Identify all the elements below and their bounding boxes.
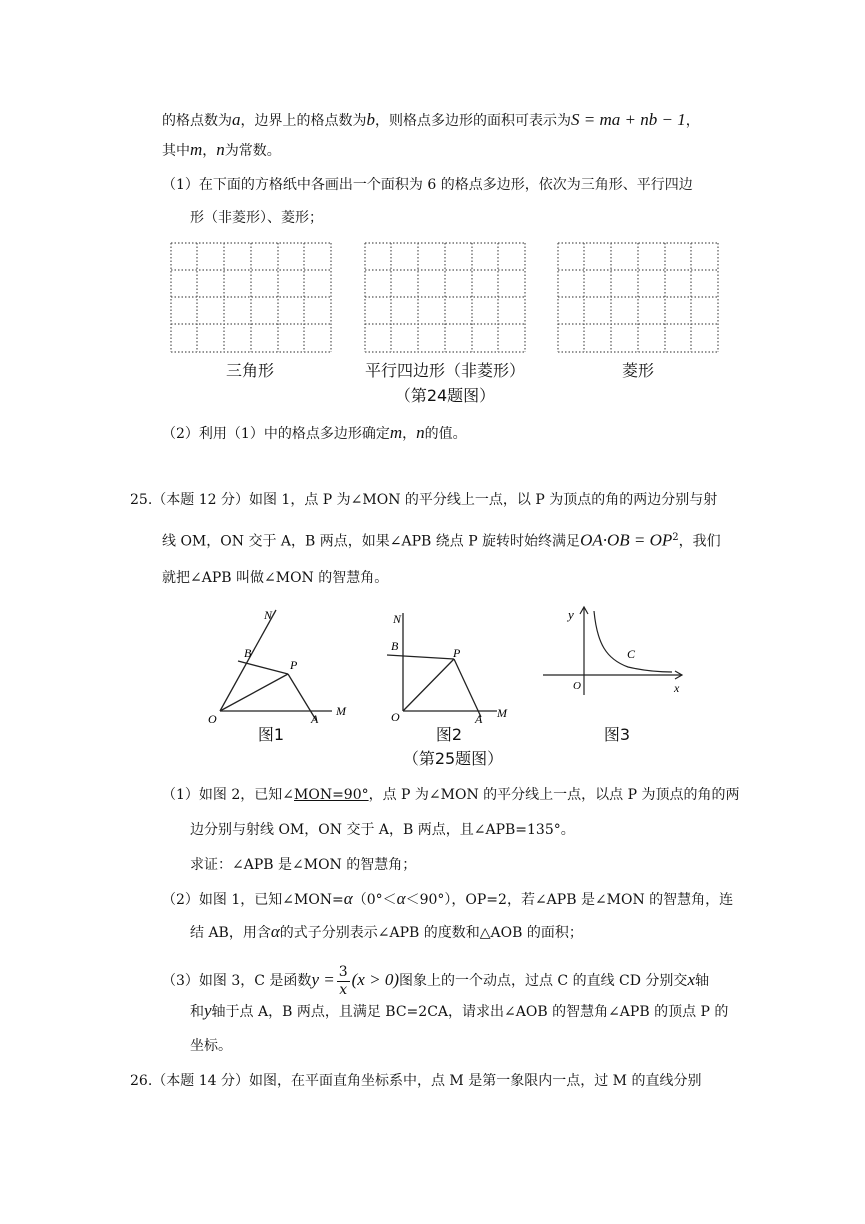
q25-line3: 就把∠APB 叫做∠MON 的智慧角。: [162, 570, 389, 586]
label-M: M: [336, 704, 346, 718]
caption-fig2: 图2: [435, 725, 463, 744]
q25-figure-caption: （第25题图）: [402, 749, 504, 768]
q24-part1-line1: （1）在下面的方格纸中各画出一个面积为 6 的格点多边形，依次为三角形、平行四边: [162, 177, 693, 193]
q25-p2-line2: 结 AB，用含α的式子分别表示∠APB 的度数和△AOB 的面积；: [190, 922, 583, 941]
label-A: A: [311, 712, 319, 725]
caption-fig3: 图3: [603, 725, 631, 744]
q24-line1: 的格点数为a，边界上的格点数为b，则格点多边形的面积可表示为S = ma + nb − 1，: [162, 110, 700, 129]
label-A: A: [475, 712, 483, 725]
label-B: B: [244, 646, 252, 660]
q25-p1-line1: （1）如图 2，已知∠MON=90°，点 P 为∠MON 的平分线上一点，以点 P 为顶点的角的两: [162, 787, 740, 803]
label-O: O: [391, 710, 400, 724]
q25-line2: 线 OM，ON 交于 A，B 两点，如果∠APB 绕点 P 旋转时始终满足$OA\cdot OB = OP^2$，我们: [162, 530, 721, 550]
label-B: B: [391, 639, 399, 653]
q24-figure-caption: （第24题图）: [394, 386, 496, 405]
q24-part2: （2）利用（1）中的格点多边形确定m，n的值。: [162, 423, 467, 442]
label-P: P: [453, 646, 461, 660]
label-O: O: [208, 712, 217, 725]
label-x: x: [674, 681, 680, 695]
fraction-3-over-x: $\frac{3}{x}$: [338, 963, 348, 998]
label-N: N: [393, 612, 402, 626]
figure-3: [540, 603, 690, 698]
label-C: C: [627, 647, 636, 661]
q25-line1: 25.（本题 12 分）如图 1，点 P 为∠MON 的平分线上一点，以 P 为顶点的角的两边分别与射: [130, 492, 718, 508]
figure-2: [385, 605, 515, 725]
label-O: O: [573, 680, 581, 692]
caption-parallelogram: 平行四边形（非菱形）: [364, 361, 525, 380]
caption-rhombus: 菱形: [621, 361, 654, 380]
q25-p3-line2: 和y轴于点 A，B 两点，且满足 BC=2CA，请求出∠AOB 的智慧角∠APB 的顶点 P 的: [190, 1001, 729, 1020]
label-P: P: [290, 658, 298, 672]
label-y: y: [568, 607, 574, 622]
area-formula: S = ma + nb − 1: [571, 110, 686, 129]
grid-rhombus[interactable]: [557, 242, 719, 354]
wisdom-formula: OA·OB = OP: [580, 530, 673, 550]
q25-p1-line2: 边分别与射线 OM，ON 交于 A，B 两点，且∠APB=135°。: [190, 822, 575, 838]
q25-p2-line1: （2）如图 1，已知∠MON=α（0°＜α＜90°），OP=2，若∠APB 是∠MON 的智慧角，连: [162, 889, 734, 908]
q25-p3-line1: （3）如图 3，C 是函数y = $\frac{3}{x}$ (x > 0)图象上的一个动点，过点 C 的直线 CD 分别交x轴: [162, 963, 709, 998]
label-N: N: [264, 608, 273, 622]
grid-parallelogram[interactable]: [364, 242, 526, 354]
caption-fig1: 图1: [257, 725, 285, 744]
q25-p3-line3: 坐标。: [190, 1038, 232, 1054]
q26-line1: 26.（本题 14 分）如图，在平面直角坐标系中，点 M 是第一象限内一点，过 M 的直线分别: [130, 1073, 702, 1089]
grid-triangle[interactable]: [170, 242, 332, 354]
q25-p1-line3: 求证：∠APB 是∠MON 的智慧角；: [190, 857, 417, 873]
figure-1: [200, 605, 350, 725]
q24-line2: 其中m，n为常数。: [162, 140, 281, 159]
q24-part1-line2: 形（非菱形）、菱形；: [190, 210, 323, 226]
label-M: M: [497, 706, 507, 720]
caption-triangle: 三角形: [225, 361, 274, 380]
